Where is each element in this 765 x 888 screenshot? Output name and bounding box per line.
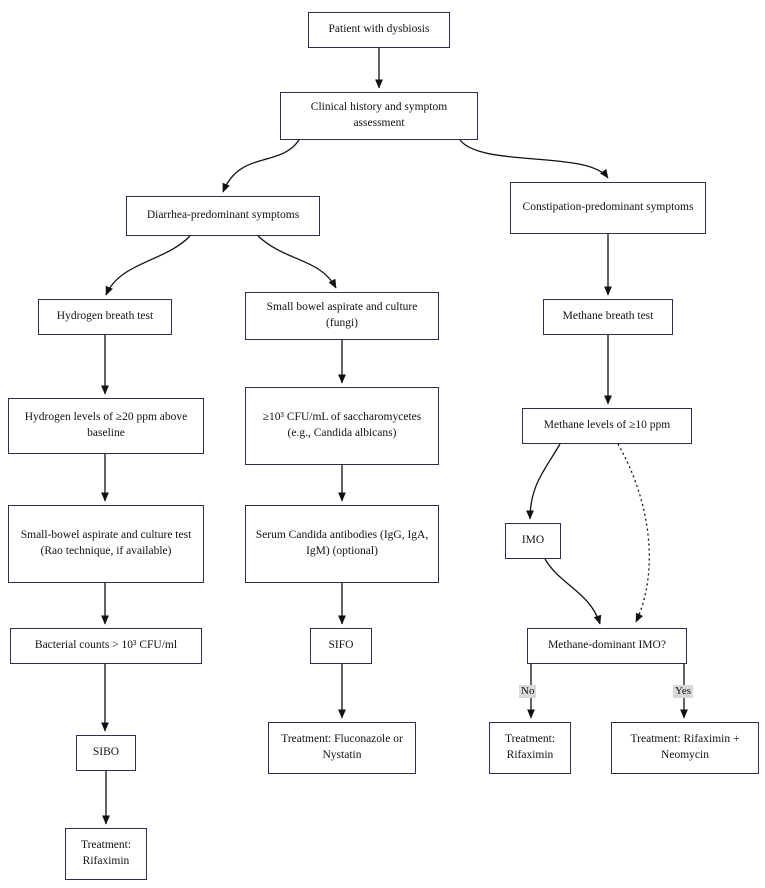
- node-label: Methane breath test: [562, 310, 654, 323]
- node-label: Diarrhea-predominant symptoms: [146, 209, 300, 222]
- node-hydrogen-breath-test[interactable]: [38, 299, 172, 335]
- node-methane-breath-test[interactable]: [543, 299, 673, 335]
- node-imo[interactable]: [505, 523, 561, 559]
- node-treatment-rifaximin-sibo[interactable]: [65, 828, 147, 880]
- node-label: Hydrogen breath test: [56, 310, 154, 323]
- node-label: Treatment: Rifaximin: [504, 733, 556, 761]
- node-label: Patient with dysbiosis: [328, 23, 430, 36]
- node-label: IMO: [521, 534, 545, 547]
- node-diarrhea-predominant-symptoms[interactable]: [126, 196, 320, 236]
- node-methane-levels-threshold[interactable]: [522, 408, 692, 444]
- node-label: Serum Candida antibodies (IgG, IgA, IgM) (optional): [255, 529, 429, 557]
- node-label: Methane levels of ≥10 ppm: [543, 419, 671, 432]
- node-label: Treatment: Fluconazole or Nystatin: [281, 733, 403, 761]
- node-label: Bacterial counts > 10³ CFU/ml: [34, 639, 178, 652]
- node-treatment-rifaximin-neomycin[interactable]: [611, 722, 759, 774]
- edge-label-yes: Yes: [675, 685, 692, 697]
- node-label: Treatment: Rifaximin + Neomycin: [630, 733, 740, 761]
- edge-clinical-diarrhea: [223, 140, 299, 192]
- node-clinical-history-assessment[interactable]: [280, 92, 478, 140]
- node-label: SIFO: [328, 639, 354, 652]
- node-treatment-fluconazole-nystatin[interactable]: [268, 722, 416, 774]
- node-label: Methane-dominant IMO?: [548, 639, 666, 652]
- node-label: Small-bowel aspirate and culture test (Rao technique, if available): [20, 529, 192, 557]
- node-sifo[interactable]: [310, 628, 372, 664]
- edge-imo-ch4dominant: [545, 559, 600, 624]
- edge-diarrhea-h2test: [106, 236, 190, 295]
- node-patient-with-dysbiosis[interactable]: [308, 12, 450, 48]
- node-label: Small bowel aspirate and culture (fungi): [266, 301, 418, 329]
- node-methane-dominant-imo[interactable]: [527, 628, 687, 664]
- node-bacterial-counts[interactable]: [10, 628, 202, 664]
- node-serum-candida-antibodies[interactable]: [245, 505, 439, 583]
- node-small-bowel-aspirate-culture-fungi[interactable]: [245, 292, 439, 340]
- edge-diarrhea-aspirate: [258, 236, 336, 288]
- node-label: ≥10³ CFU/mL of saccharomycetes (e.g., Candida albicans): [262, 411, 422, 439]
- node-label: Treatment: Rifaximin: [80, 839, 132, 867]
- node-constipation-predominant-symptoms[interactable]: [510, 182, 706, 234]
- node-hydrogen-levels-threshold[interactable]: [8, 398, 204, 454]
- node-cfu-saccharomycetes[interactable]: [245, 387, 439, 465]
- node-label: SIBO: [92, 746, 120, 759]
- edge-label-no: No: [521, 685, 535, 697]
- edge-clinical-constipation: [460, 140, 608, 178]
- node-treatment-rifaximin-no[interactable]: [489, 722, 571, 774]
- node-sibo[interactable]: [76, 735, 136, 771]
- edge-ch4levels-ch4dominant-dotted: [618, 444, 649, 622]
- node-label: Clinical history and symptom assessment: [310, 101, 448, 129]
- node-small-bowel-aspirate-rao[interactable]: [8, 505, 204, 583]
- node-label: Hydrogen levels of ≥20 ppm above baseline: [24, 411, 188, 439]
- node-label: Constipation-predominant symptoms: [522, 201, 694, 214]
- edge-ch4levels-imo: [530, 444, 560, 519]
